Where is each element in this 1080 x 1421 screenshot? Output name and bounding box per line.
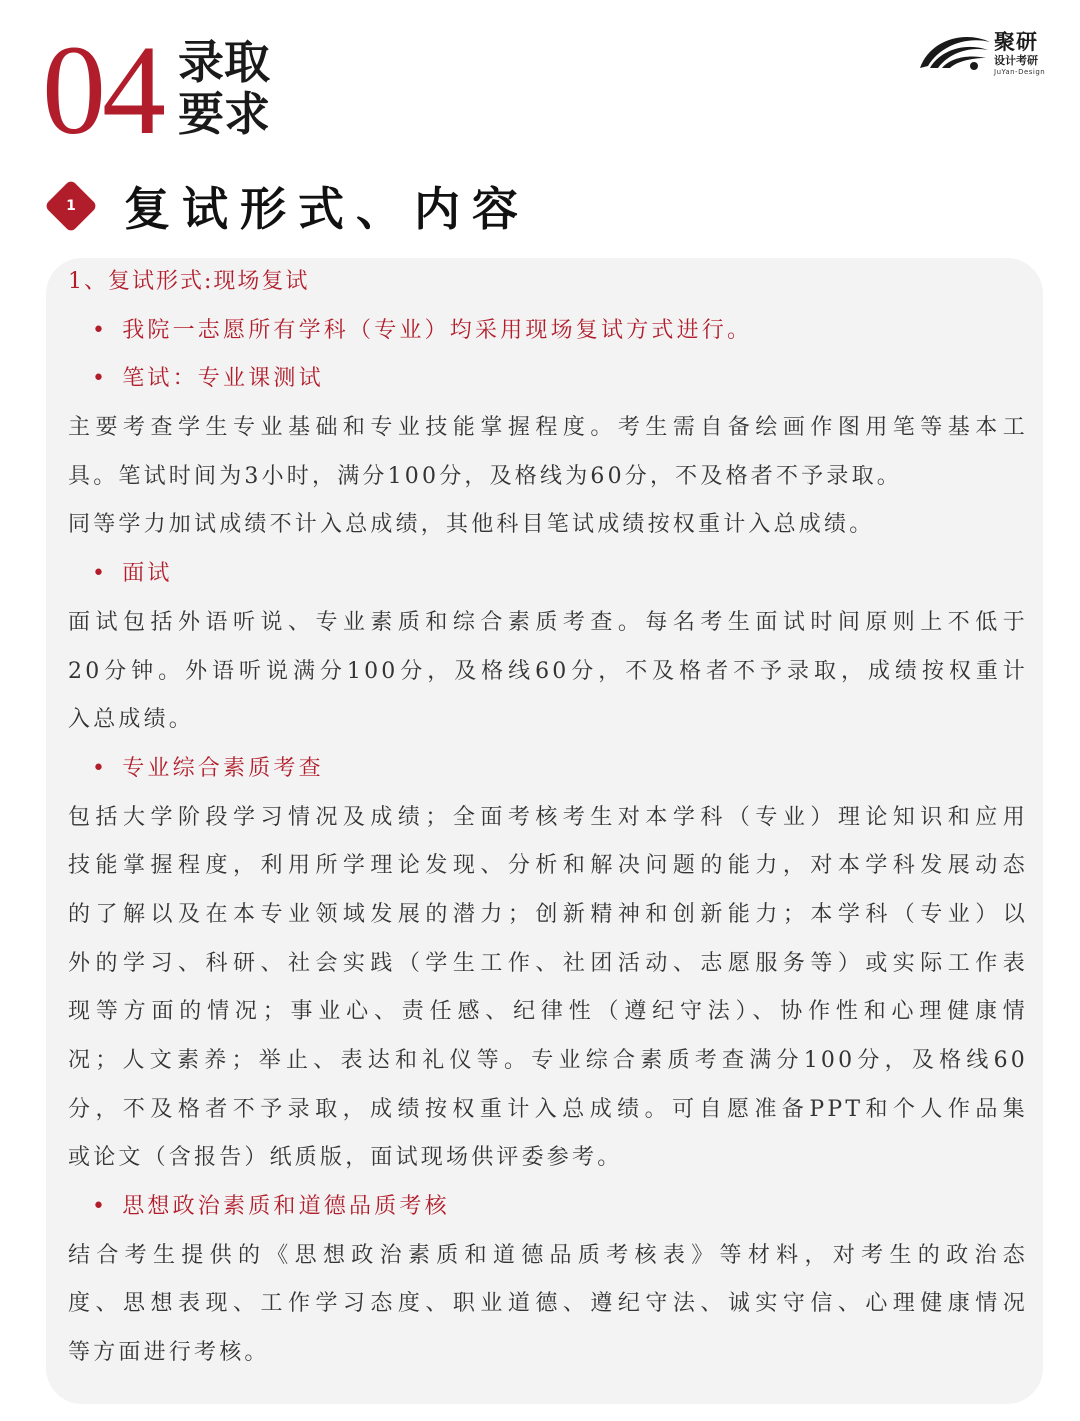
section-number: 04 (42, 19, 162, 161)
page-title-line-2: 要求 (178, 87, 270, 141)
paragraph-line: 现等方面的情况；事业心、责任感、纪律性（遵纪守法）、协作性和心理健康情 (68, 999, 1028, 1025)
page-title-line-1: 录取 (178, 35, 270, 89)
bullet-interview-text: 面试 (122, 561, 173, 587)
logo-english: JuYan-Design (994, 68, 1046, 76)
section-badge-number: 1 (66, 198, 76, 214)
paragraph-line: 等方面进行考核。 (68, 1340, 270, 1366)
paragraph-line: 同等学力加试成绩不计入总成绩，其他科目笔试成绩按权重计入总成绩。 (68, 512, 875, 538)
paragraph-line: 结合考生提供的《思想政治素质和道德品质考核表》等材料，对考生的政治态 (68, 1242, 1028, 1268)
paragraph-line: 具。笔试时间为3小时，满分100分，及格线为60分，不及格者不予录取。 (68, 463, 902, 489)
logo-name: 聚研 (994, 30, 1038, 54)
bullet-interview (68, 550, 1028, 599)
content-heading: 1、复试形式:现场复试 (68, 269, 310, 294)
paragraph-line: 度、思想表现、工作学习态度、职业道德、遵纪守法、诚实守信、心理健康情况 (68, 1291, 1028, 1317)
bullet-comprehensive-quality (68, 745, 1028, 794)
brand-logo (916, 30, 1056, 78)
logo-subtitle: 设计考研 (994, 54, 1038, 67)
bullet-all-onsite-text: 我院一志愿所有学科（专业）均采用现场复试方式进行。 (122, 317, 753, 343)
swoosh-logo-icon (916, 32, 992, 74)
paragraph-line: 况；人文素养；举止、表达和礼仪等。专业综合素质考查满分100分，及格线60 (68, 1048, 1028, 1073)
paragraph-line: 或论文（含报告）纸质版，面试现场供评委参考。 (68, 1145, 623, 1171)
section-badge (44, 179, 98, 233)
paragraph-line: 入总成绩。 (68, 707, 195, 733)
paragraph-line: 的了解以及在本专业领域发展的潜力；创新精神和创新能力；本学科（专业）以 (68, 901, 1028, 927)
bullet-written-test (68, 355, 1028, 404)
bullet-written-test-text: 笔试：专业课测试 (122, 366, 324, 392)
bullet-moral-assessment (68, 1183, 1028, 1232)
section-header (44, 176, 530, 236)
content-body (68, 258, 1028, 1378)
paragraph-line: 外的学习、科研、社会实践（学生工作、社团活动、志愿服务等）或实际工作表 (68, 950, 1028, 976)
paragraph-line: 面试包括外语听说、专业素质和综合素质考查。每名考生面试时间原则上不低于 (68, 609, 1028, 635)
paragraph-line: 技能掌握程度，利用所学理论发现、分析和解决问题的能力，对本学科发展动态 (68, 853, 1028, 879)
paragraph-line: 20分钟。外语听说满分100分，及格线60分，不及格者不予录取，成绩按权重计 (68, 658, 1028, 684)
paragraph-line: 主要考查学生专业基础和专业技能掌握程度。考生需自备绘画作图用笔等基本工 (68, 415, 1028, 441)
page-title (178, 36, 270, 140)
bullet-comprehensive-quality-text: 专业综合素质考查 (122, 755, 324, 781)
bullet-all-onsite (68, 307, 1028, 356)
section-title: 复试形式、内容 (124, 182, 530, 236)
paragraph-line: 包括大学阶段学习情况及成绩；全面考核考生对本学科（专业）理论知识和应用 (68, 804, 1028, 830)
paragraph-line: 分，不及格者不予录取，成绩按权重计入总成绩。可自愿准备PPT和个人作品集 (68, 1096, 1028, 1122)
bullet-moral-assessment-text: 思想政治素质和道德品质考核 (122, 1194, 450, 1220)
